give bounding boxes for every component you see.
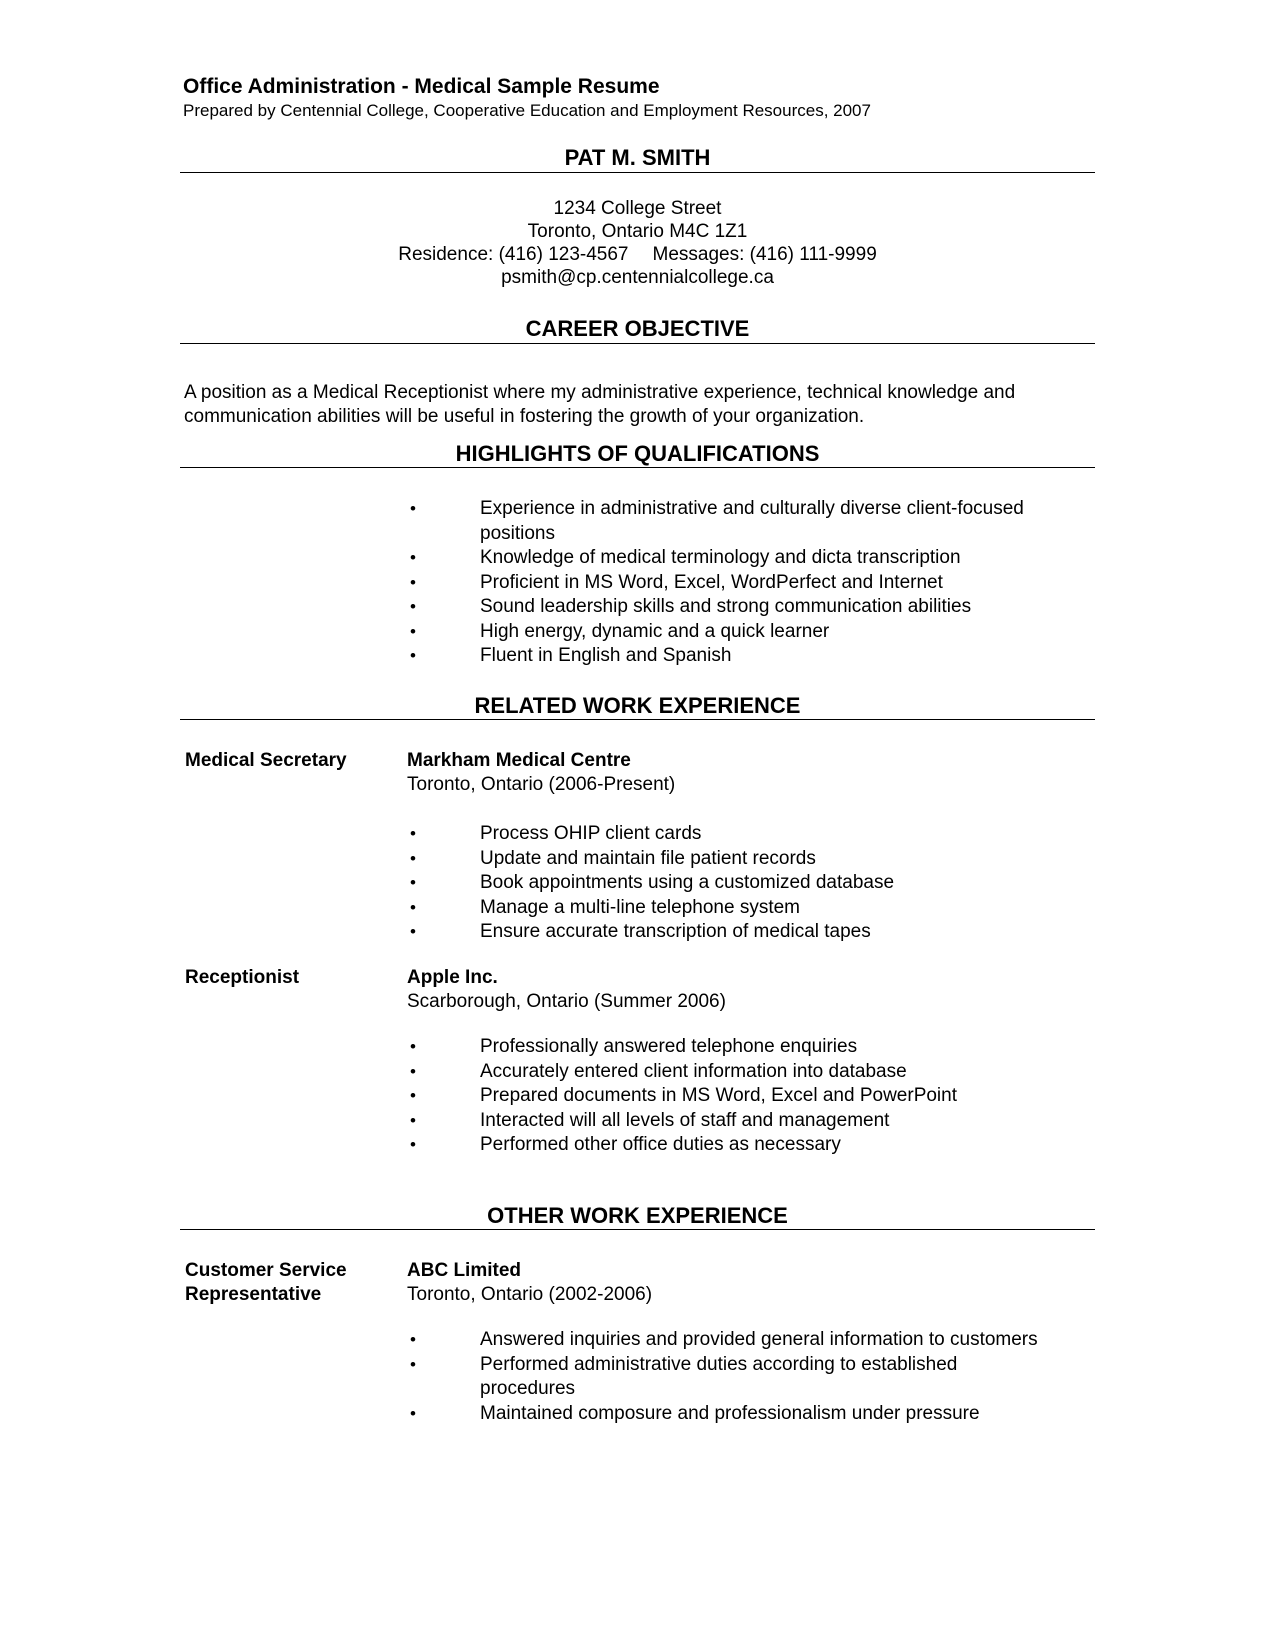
bullet-icon: • bbox=[410, 646, 416, 665]
job-employer bbox=[407, 966, 726, 1013]
list-item: • High energy, dynamic and a quick learner bbox=[406, 620, 1096, 645]
bullet-icon: • bbox=[410, 597, 416, 616]
list-item: • Manage a multi-line telephone system bbox=[406, 896, 1096, 921]
bullet-icon: • bbox=[410, 499, 416, 518]
career-objective-heading: CAREER OBJECTIVE bbox=[525, 316, 750, 341]
candidate-name: PAT M. SMITH bbox=[564, 145, 711, 170]
bullet-icon: • bbox=[410, 1403, 416, 1423]
address-line-1: 1234 College Street bbox=[553, 198, 722, 219]
section-divider bbox=[180, 172, 1095, 173]
employer-name: Markham Medical Centre bbox=[407, 750, 631, 771]
job-role: Medical Secretary bbox=[185, 750, 347, 771]
list-item: • Professionally answered telephone enquiries bbox=[406, 1035, 1096, 1060]
bullet-icon: • bbox=[410, 548, 416, 567]
bullet-icon: • bbox=[410, 1330, 416, 1349]
list-item: • Process OHIP client cards bbox=[406, 822, 1096, 847]
phone-line bbox=[180, 243, 1095, 267]
list-item: • Experience in administrative and culturally diverse client-focused positions bbox=[406, 497, 1096, 546]
duties-list bbox=[406, 1328, 1096, 1426]
list-item: • Sound leadership skills and strong communication abilities bbox=[406, 595, 1096, 620]
list-item: • Fluent in English and Spanish bbox=[406, 644, 1096, 669]
bullet-icon: • bbox=[410, 922, 416, 941]
list-item: • Performed administrative duties according to established procedures bbox=[406, 1353, 1000, 1402]
list-item: • Interacted will all levels of staff and management bbox=[406, 1109, 1096, 1134]
bullet-icon: • bbox=[410, 873, 416, 892]
duties-list bbox=[406, 822, 1096, 945]
employer-location: Toronto, Ontario (2002-2006) bbox=[407, 1283, 653, 1305]
highlights-list bbox=[406, 497, 1096, 669]
document-subtitle: Prepared by Centennial College, Cooperative Education and Employment Resources, 2007 bbox=[183, 101, 871, 120]
bullet-icon: • bbox=[410, 1061, 416, 1081]
bullet-icon: • bbox=[410, 572, 416, 592]
highlights-heading: HIGHLIGHTS OF QUALIFICATIONS bbox=[455, 441, 820, 466]
residence-phone: Residence: (416) 123-4567 bbox=[398, 244, 629, 265]
employer-location: Scarborough, Ontario (Summer 2006) bbox=[407, 990, 726, 1012]
list-item: • Ensure accurate transcription of medical tapes bbox=[406, 920, 1096, 945]
job-employer bbox=[407, 1259, 652, 1306]
address-line-2: Toronto, Ontario M4C 1Z1 bbox=[527, 221, 748, 242]
job-role: Customer Service Representative bbox=[185, 1260, 347, 1305]
list-item: • Update and maintain file patient records bbox=[406, 847, 1096, 872]
section-divider bbox=[180, 719, 1095, 720]
bullet-icon: • bbox=[410, 1086, 416, 1105]
list-item: • Prepared documents in MS Word, Excel and PowerPoint bbox=[406, 1084, 1096, 1109]
list-item: • Answered inquiries and provided general information to customers bbox=[406, 1328, 1096, 1353]
bullet-icon: • bbox=[410, 621, 416, 641]
section-divider bbox=[180, 343, 1095, 344]
job-employer bbox=[407, 749, 675, 796]
job-role: Receptionist bbox=[185, 967, 300, 988]
list-item: • Book appointments using a customized database bbox=[406, 871, 1096, 896]
section-divider bbox=[180, 467, 1095, 468]
list-item: • Knowledge of medical terminology and dicta transcription bbox=[406, 546, 1096, 571]
career-objective-text: A position as a Medical Receptionist where my administrative experience, technical knowledge and communication abilities will be useful in fostering the growth of your organization. bbox=[184, 382, 1016, 427]
list-item: • Proficient in MS Word, Excel, WordPerfect and Internet bbox=[406, 571, 1096, 596]
duties-list bbox=[406, 1035, 1096, 1158]
section-divider bbox=[180, 1229, 1095, 1230]
bullet-icon: • bbox=[410, 848, 416, 868]
employer-name: Apple Inc. bbox=[407, 967, 498, 988]
bullet-icon: • bbox=[410, 1110, 416, 1130]
document-title: Office Administration - Medical Sample Resume bbox=[183, 75, 660, 98]
list-item: • Performed other office duties as necessary bbox=[406, 1133, 1096, 1158]
other-experience-heading: OTHER WORK EXPERIENCE bbox=[487, 1203, 788, 1228]
messages-phone: Messages: (416) 111-9999 bbox=[652, 244, 877, 265]
list-item: • Maintained composure and professionalism under pressure bbox=[406, 1402, 1096, 1427]
related-experience-heading: RELATED WORK EXPERIENCE bbox=[474, 693, 801, 718]
bullet-icon: • bbox=[410, 1354, 416, 1374]
email-address: psmith@cp.centennialcollege.ca bbox=[501, 267, 774, 288]
list-item: • Accurately entered client information into database bbox=[406, 1060, 1096, 1085]
employer-location: Toronto, Ontario (2006-Present) bbox=[407, 773, 676, 795]
bullet-icon: • bbox=[410, 897, 416, 917]
bullet-icon: • bbox=[410, 824, 416, 843]
bullet-icon: • bbox=[410, 1037, 416, 1056]
bullet-icon: • bbox=[410, 1135, 416, 1154]
employer-name: ABC Limited bbox=[407, 1260, 521, 1281]
